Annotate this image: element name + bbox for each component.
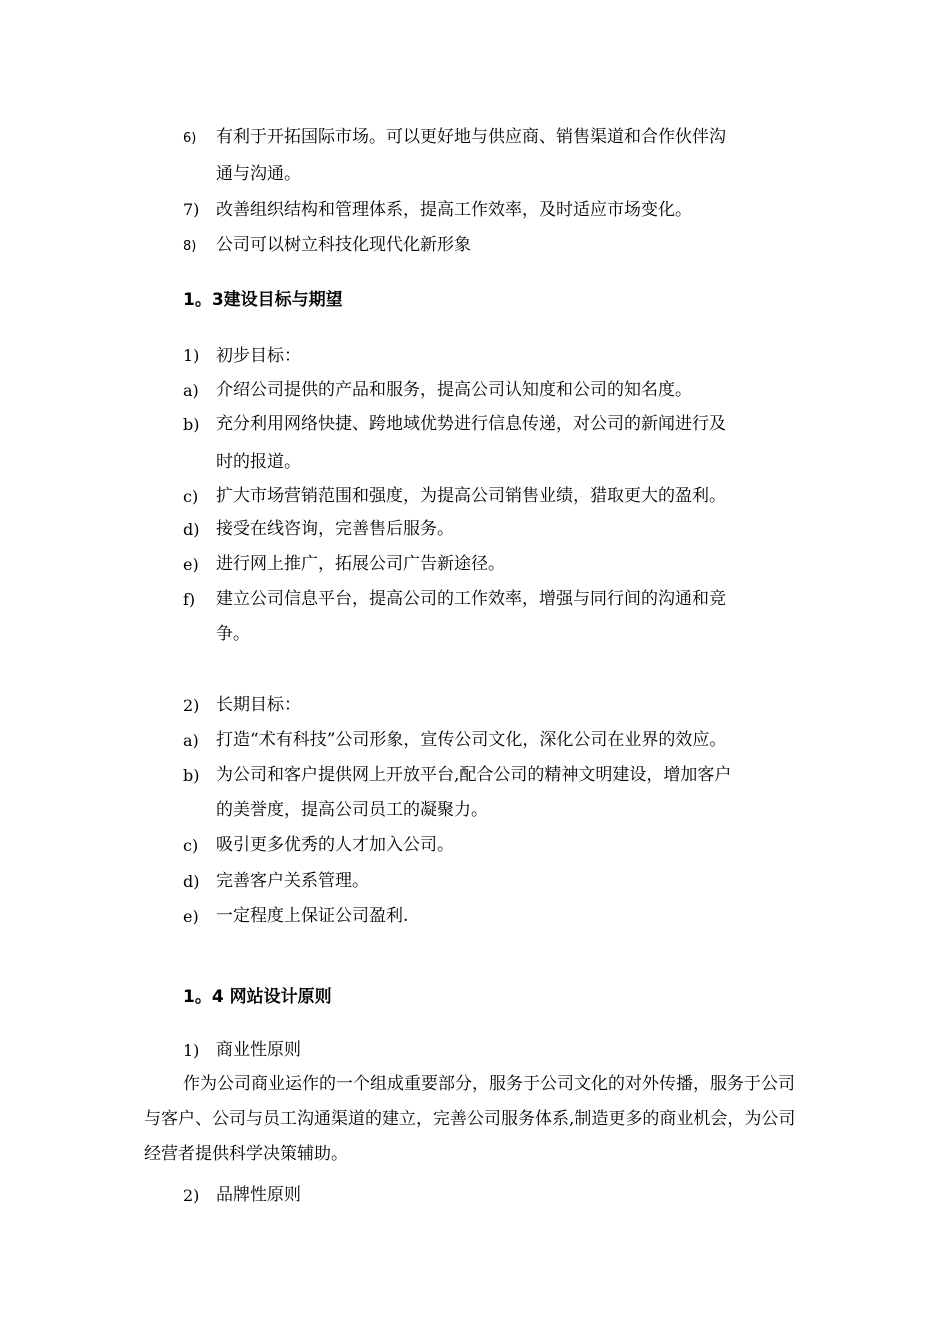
list-item-text: 公司可以树立科技化现代化新形象	[216, 235, 471, 255]
list-marker: 2)	[183, 1186, 200, 1205]
list-marker: 8)	[183, 239, 197, 254]
list-item-text: 吸引更多优秀的人才加入公司。	[216, 835, 454, 855]
list-item-text: 完善客户关系管理。	[216, 871, 369, 891]
list-item-text: 一定程度上保证公司盈利.	[216, 906, 409, 926]
list-marker: a)	[183, 381, 199, 400]
subsection-title: 初步目标：	[216, 346, 301, 366]
list-marker: d)	[183, 520, 200, 539]
list-marker: 1)	[183, 1041, 200, 1060]
list-marker: 1)	[183, 346, 200, 365]
list-marker: b)	[183, 415, 200, 434]
list-item-text: 接受在线咨询，完善售后服务。	[216, 519, 454, 539]
subsection-title: 商业性原则	[216, 1040, 301, 1060]
body-paragraph: 作为公司商业运作的一个组成重要部分，服务于公司文化的对外传播，服务于公司与客户、公司与员工沟通渠道的建立，完善公司服务体系,制造更多的商业机会，为公司经营者提供科学决策辅助。	[144, 1074, 796, 1164]
list-marker: 7)	[183, 200, 200, 219]
list-item-text: 充分利用网络快捷、跨地域优势进行信息传递，对公司的新闻进行及	[216, 414, 726, 434]
list-item-text: 打造“术有科技”公司形象，宣传公司文化，深化公司在业界的效应。	[216, 730, 727, 750]
list-item-continuation: 的美誉度，提高公司员工的凝聚力。	[216, 800, 488, 820]
subsection-title: 长期目标：	[216, 695, 301, 715]
section-heading: 1。4 网站设计原则	[183, 987, 332, 1007]
list-item-text: 有利于开拓国际市场。可以更好地与供应商、销售渠道和合作伙伴沟	[216, 127, 726, 147]
section-heading: 1。3建设目标与期望	[183, 290, 343, 310]
list-item-continuation: 争。	[216, 624, 250, 644]
subsection-title: 品牌性原则	[216, 1185, 301, 1205]
list-marker: f)	[183, 590, 196, 609]
list-item-text: 进行网上推广，拓展公司广告新途径。	[216, 554, 505, 574]
list-item-continuation: 通与沟通。	[216, 164, 301, 184]
list-item-text: 扩大市场营销范围和强度，为提高公司销售业绩，猎取更大的盈利。	[216, 486, 726, 506]
list-item-continuation: 时的报道。	[216, 452, 301, 472]
list-marker: c)	[183, 487, 199, 506]
list-marker: c)	[183, 836, 199, 855]
list-marker: d)	[183, 872, 200, 891]
list-item-text: 改善组织结构和管理体系，提高工作效率，及时适应市场变化。	[216, 200, 692, 220]
list-item-text: 为公司和客户提供网上开放平台,配合公司的精神文明建设，增加客户	[216, 765, 732, 785]
list-marker: e)	[183, 555, 199, 574]
list-marker: 6)	[183, 131, 197, 146]
list-marker: e)	[183, 907, 199, 926]
list-marker: b)	[183, 766, 200, 785]
list-marker: 2)	[183, 696, 200, 715]
list-item-text: 介绍公司提供的产品和服务，提高公司认知度和公司的知名度。	[216, 380, 692, 400]
list-marker: a)	[183, 731, 199, 750]
list-item-text: 建立公司信息平台，提高公司的工作效率，增强与同行间的沟通和竞	[216, 589, 726, 609]
